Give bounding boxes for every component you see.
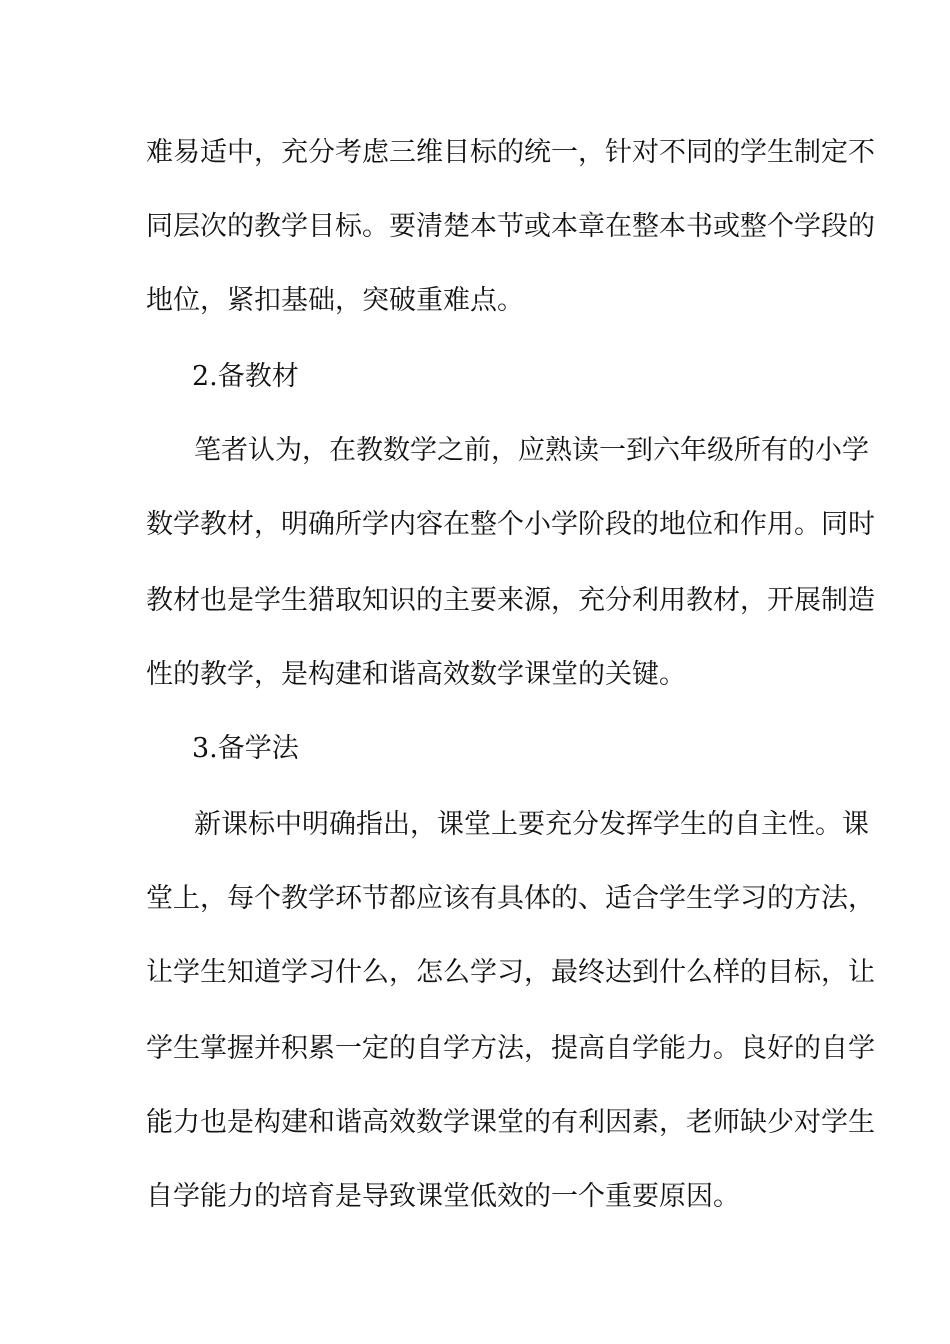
section-2-line-1: 笔者认为，在教数学之前，应熟读一到六年级所有的小学 [194,435,869,466]
section-3-line-6: 自学能力的培育是导致课堂低效的一个重要原因。 [146,1181,740,1212]
section-3-line-4: 学生掌握并积累一定的自学方法，提高自学能力。良好的自学 [146,1033,875,1064]
section-3-line-1: 新课标中明确指出，课堂上要充分发挥学生的自主性。课 [194,809,869,840]
section-2-heading: 2.备教材 [192,361,299,392]
paragraph-1-line-3: 地位，紧扣基础，突破重难点。 [146,285,524,316]
section-3-line-5: 能力也是构建和谐高效数学课堂的有利因素，老师缺少对学生 [146,1107,875,1138]
section-3-line-2: 堂上，每个教学环节都应该有具体的、适合学生学习的方法， [146,883,875,914]
paragraph-1-line-2: 同层次的教学目标。要清楚本节或本章在整本书或整个学段的 [146,211,875,242]
section-2-line-3: 教材也是学生猎取知识的主要来源，充分利用教材，开展制造 [146,585,875,616]
section-2-line-2: 数学教材，明确所学内容在整个小学阶段的地位和作用。同时 [146,509,875,540]
section-2-line-4: 性的教学，是构建和谐高效数学课堂的关键。 [146,659,686,690]
paragraph-1-line-1: 难易适中，充分考虑三维目标的统一，针对不同的学生制定不 [146,137,875,168]
section-3-line-3: 让学生知道学习什么，怎么学习，最终达到什么样的目标，让 [146,957,875,988]
section-3-heading: 3.备学法 [192,733,299,764]
